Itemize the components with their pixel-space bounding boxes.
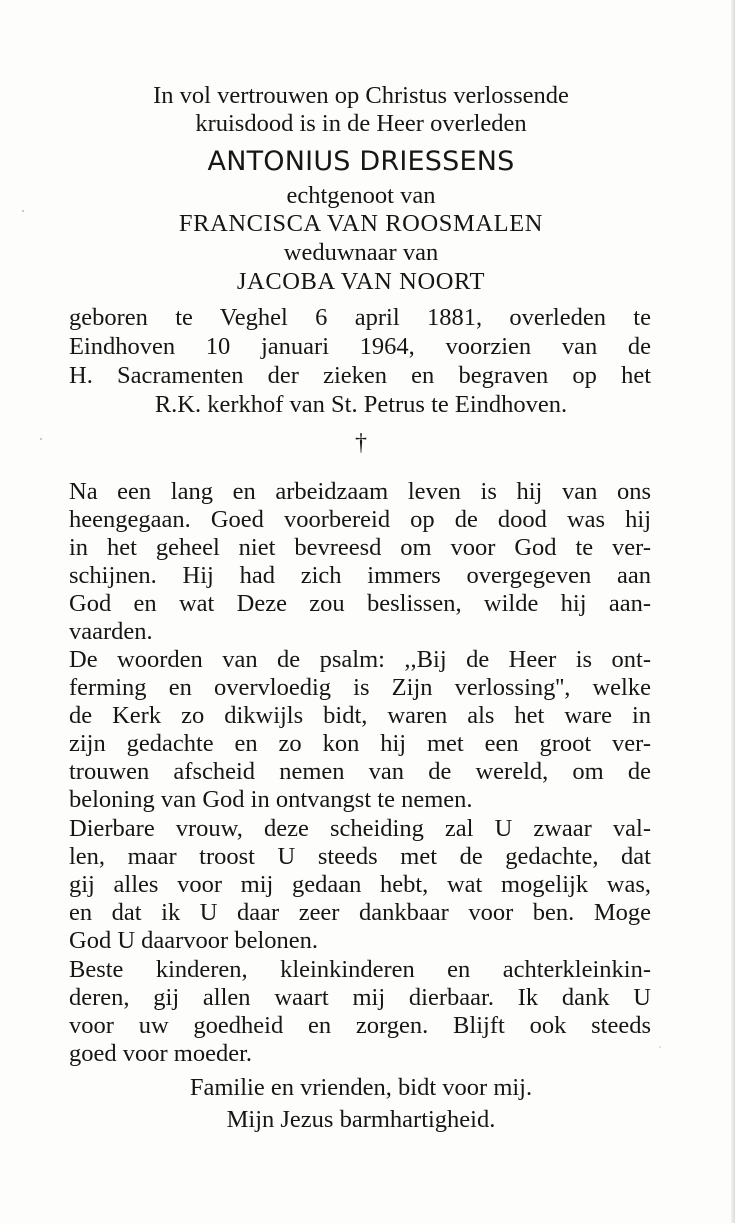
spouse-name: FRANCISCA VAN ROOSMALEN bbox=[178, 210, 544, 237]
former-spouse-name: JACOBA VAN NOORT bbox=[236, 268, 486, 295]
paper-speck bbox=[40, 438, 42, 440]
body-line: zijn gedachte en zo kon hij met een groot ver- bbox=[69, 730, 651, 757]
body-line: deren, gij allen waart mij dierbaar. Ik dank U bbox=[69, 984, 651, 1011]
body-line: De woorden van de psalm: ,,Bij de Heer is ont- bbox=[69, 646, 651, 673]
widower-label: weduwnaar van bbox=[283, 239, 439, 266]
birth-death-line-3: H. Sacramenten der zieken en begraven op het bbox=[69, 362, 651, 389]
body-line: schijnen. Hij had zich immers overgegeven aan bbox=[69, 562, 651, 589]
body-line: voor uw goedheid en zorgen. Blijft ook steeds bbox=[69, 1012, 651, 1039]
body-line: goed voor moeder. bbox=[69, 1040, 253, 1067]
birth-death-line-1: geboren te Veghel 6 april 1881, overleden te bbox=[69, 304, 651, 331]
body-line: in het geheel niet bevreesd om voor God te ver- bbox=[69, 534, 651, 561]
body-line: ferming en overvloedig is Zijn verlossing'', welke bbox=[69, 674, 651, 701]
body-line: de Kerk zo dikwijls bidt, waren als het ware in bbox=[69, 702, 651, 729]
deceased-name: ANTONIUS DRIESSENS bbox=[207, 146, 515, 177]
body-line: len, maar troost U steeds met de gedachte, dat bbox=[69, 843, 651, 870]
intro-line-2: kruisdood is in de Heer overleden bbox=[195, 110, 527, 137]
cross-icon: † bbox=[355, 430, 367, 456]
body-line: vaarden. bbox=[69, 618, 153, 645]
body-line: God U daarvoor belonen. bbox=[69, 927, 319, 954]
body-line: gij alles voor mij gedaan hebt, wat mogelijk was, bbox=[69, 871, 651, 898]
paper-speck bbox=[659, 1046, 661, 1048]
birth-death-line-4: R.K. kerkhof van St. Petrus te Eindhoven. bbox=[154, 391, 568, 418]
intro-line-1: In vol vertrouwen op Christus verlossende bbox=[153, 82, 569, 109]
body-line: Dierbare vrouw, deze scheiding zal U zwaar val- bbox=[69, 815, 651, 842]
body-line: God en wat Deze zou beslissen, wilde hij aan- bbox=[69, 590, 651, 617]
closing-line-1: Familie en vrienden, bidt voor mij. bbox=[189, 1074, 533, 1101]
body-line: Na een lang en arbeidzaam leven is hij van ons bbox=[69, 478, 651, 505]
card-edge bbox=[731, 0, 735, 1223]
body-line: heengegaan. Goed voorbereid op de dood was hij bbox=[69, 506, 651, 533]
paper-speck bbox=[22, 210, 24, 212]
body-line: Beste kinderen, kleinkinderen en achterkleinkin- bbox=[69, 956, 651, 983]
body-line: trouwen afscheid nemen van de wereld, om de bbox=[69, 758, 651, 785]
closing-line-2: Mijn Jezus barmhartigheid. bbox=[226, 1106, 496, 1133]
birth-death-line-2: Eindhoven 10 januari 1964, voorzien van de bbox=[69, 333, 651, 360]
body-line: beloning van God in ontvangst te nemen. bbox=[69, 786, 473, 813]
spouse-label: echtgenoot van bbox=[286, 182, 436, 209]
body-line: en dat ik U daar zeer dankbaar voor ben. Moge bbox=[69, 899, 651, 926]
